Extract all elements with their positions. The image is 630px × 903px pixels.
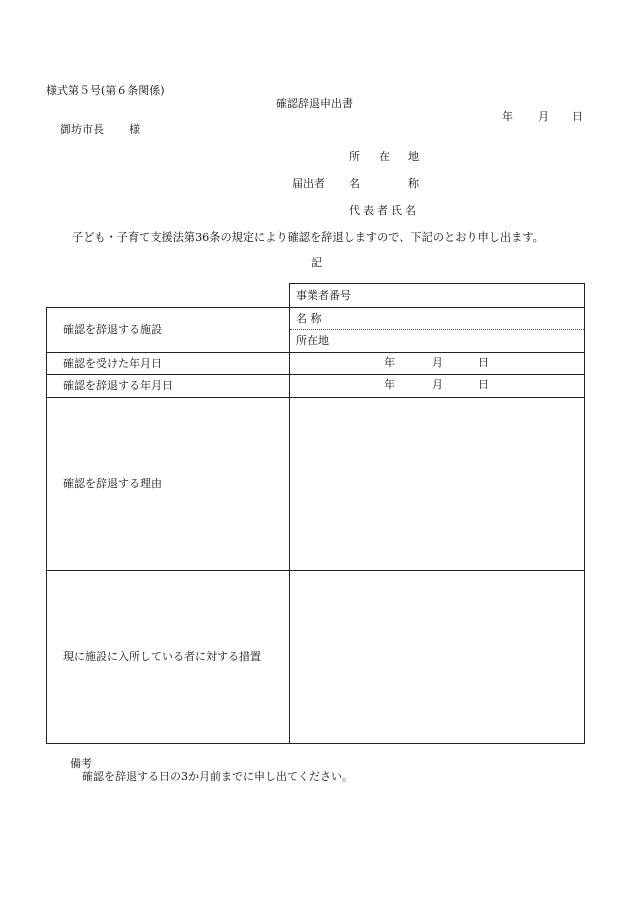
business-number-cell [290,284,585,308]
date-year-label: 年 [502,110,513,123]
withdraw-month: 月 [432,378,443,391]
applicant-label: 届出者 [292,177,325,190]
measures-label-cell [47,571,290,744]
address-char-1: 所 [349,150,360,163]
confirmed-date-label: 確認を受けた年月日 [63,356,162,370]
name-char-2: 称 [408,177,419,190]
reason-label-cell [47,398,290,571]
confirmed-month: 月 [432,356,443,369]
facility-name-label: 名 称 [296,311,322,325]
ki-heading: 記 [311,256,322,269]
facility-address-cell [290,330,585,353]
withdrawal-table [46,283,585,744]
facility-label-cell [47,308,290,353]
measures-label: 現に施設に入所している者に対する措置 [63,650,261,663]
measures-input-cell[interactable] [290,571,585,744]
remarks-note: 確認を辞退する日の3か月前までに申し出てください。 [82,770,353,783]
confirmed-day: 日 [478,356,489,369]
business-number-label: 事業者番号 [296,288,351,302]
address-char-2: 在 [379,150,390,163]
withdraw-day: 日 [478,378,489,391]
date-day-label: 日 [572,110,583,123]
document-title: 確認辞退申出書 [276,97,353,110]
facility-label: 確認を辞退する施設 [63,323,162,336]
statement: 子ども・子育て支援法第36条の規定により確認を辞退しますので、下記のとおり申し出ます。 [72,231,544,244]
facility-name-cell [290,308,585,330]
addressee-honorific: 様 [129,123,140,136]
reason-label: 確認を辞退する理由 [63,477,162,490]
address-char-3: 地 [408,150,419,163]
withdraw-date-label-cell [47,375,290,398]
date-month-label: 月 [538,110,549,123]
confirmed-date-cell[interactable] [290,353,585,375]
confirmed-date-label-cell [47,353,290,375]
withdraw-date-cell[interactable] [290,375,585,398]
name-char-1: 名 [349,177,360,190]
addressee: 御坊市長 [60,123,104,136]
withdraw-year: 年 [384,378,395,391]
reason-input-cell[interactable] [290,398,585,571]
remarks-title: 備考 [70,757,92,770]
blank-cell [47,284,290,308]
representative-label: 代表者氏名 [349,204,419,217]
confirmed-year: 年 [384,356,395,369]
form-number: 様式第５号(第６条関係) [46,84,165,97]
withdraw-date-label: 確認を辞退する年月日 [63,379,173,392]
facility-address-label: 所在地 [296,334,329,347]
